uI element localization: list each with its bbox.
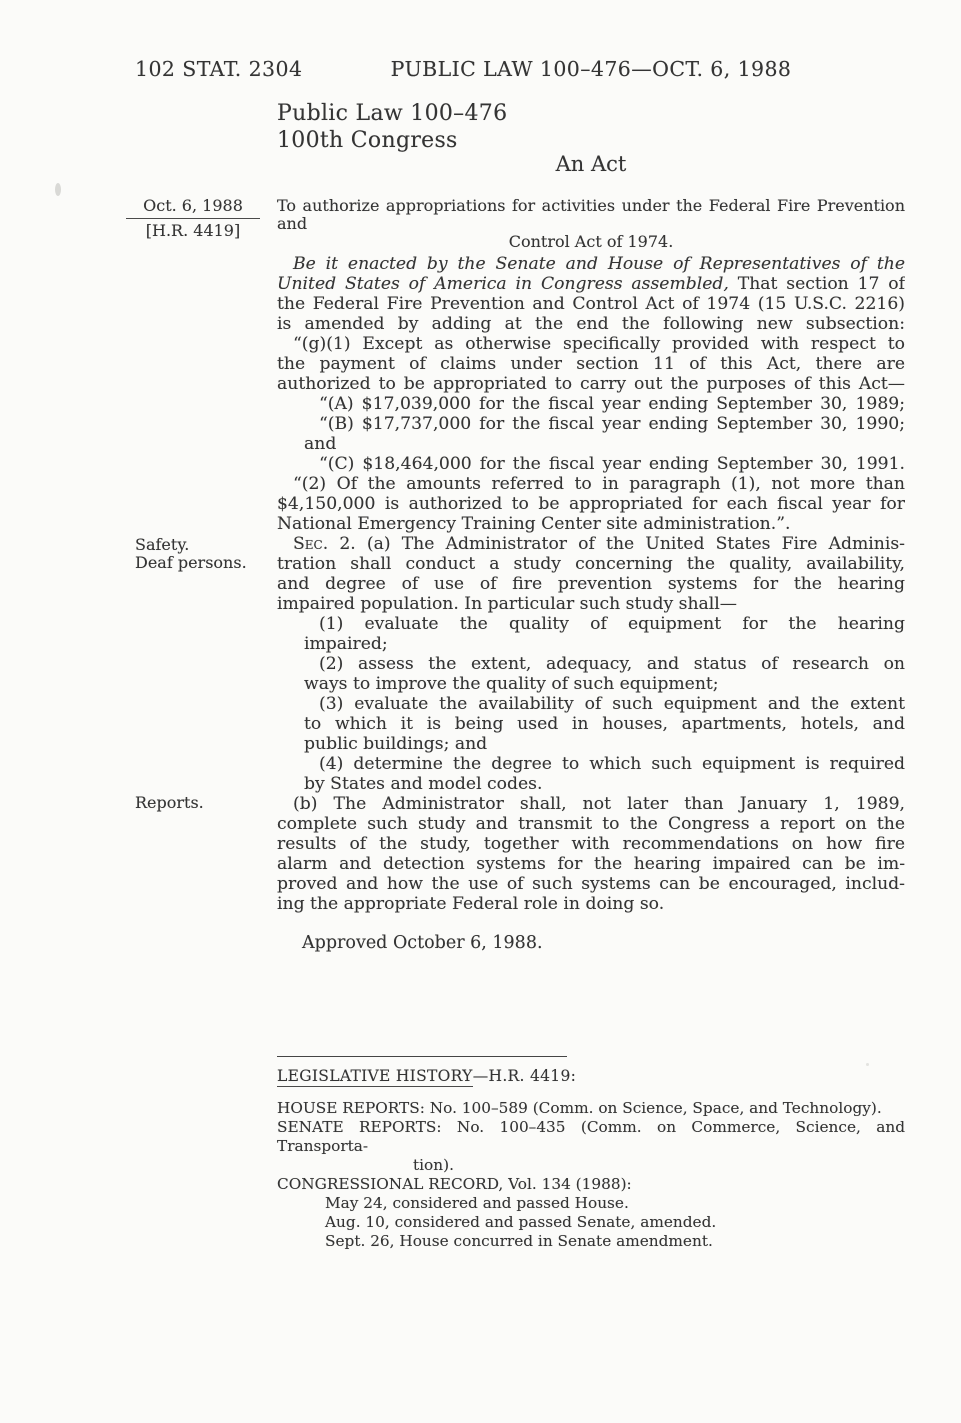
body-line: “(A) $17,039,000 for the fiscal year ending September 30, 1989; <box>319 394 905 414</box>
body-line-italic: United States of America in Congress assembled, <box>277 274 729 294</box>
body-line: “(2) Of the amounts referred to in paragraph (1), not more than <box>293 474 905 494</box>
section-label: Sec. <box>293 534 329 554</box>
act-purpose <box>277 197 905 251</box>
congress-number: 100th Congress <box>277 128 458 153</box>
body-line: (b) The Administrator shall, not later than January 1, 1989, <box>293 794 905 814</box>
body-line <box>277 274 905 294</box>
public-law-number: Public Law 100–476 <box>277 101 508 126</box>
body-line: the Federal Fire Prevention and Control Act of 1974 (15 U.S.C. 2216) <box>277 294 905 314</box>
body-line: National Emergency Training Center site administration.”. <box>277 514 791 534</box>
body-line: tration shall conduct a study concerning the quality, availability, <box>277 554 905 574</box>
legislative-history-rule <box>277 1056 567 1057</box>
house-reports-line: HOUSE REPORTS: No. 100–589 (Comm. on Science, Space, and Technology). <box>277 1099 882 1117</box>
margin-note-reports: Reports. <box>135 793 204 812</box>
record-item: Aug. 10, considered and passed Senate, amended. <box>325 1213 717 1231</box>
body-line: to which it is being used in houses, apartments, hotels, and <box>304 714 905 734</box>
body-line: authorized to be appropriated to carry out the purposes of this Act— <box>277 374 905 394</box>
legislative-history-heading-underlined: LEGISLATIVE HISTORY <box>277 1067 473 1085</box>
body-line: Be it enacted by the Senate and House of Representatives of the <box>293 254 905 274</box>
stat-page-number: 102 STAT. 2304 <box>135 57 303 81</box>
legislative-history-bill: —H.R. 4419: <box>472 1067 577 1085</box>
body-line-roman: That section 17 of <box>728 274 905 294</box>
body-line: the payment of claims under section 11 of this Act, there are <box>277 354 905 374</box>
body-line: (1) evaluate the quality of equipment for the hearing <box>319 614 905 634</box>
body-line: $4,150,000 is authorized to be appropriated for each fiscal year for <box>277 494 905 514</box>
margin-note-date-block <box>126 196 260 241</box>
body-line: impaired population. In particular such study shall— <box>277 594 737 614</box>
record-item: Sept. 26, House concurred in Senate amendment. <box>325 1232 713 1250</box>
margin-note-date: Oct. 6, 1988 <box>126 196 260 219</box>
act-purpose-line: Control Act of 1974. <box>508 232 674 251</box>
approved-line: Approved October 6, 1988. <box>302 933 543 953</box>
body-line: proved and how the use of such systems can be encouraged, includ- <box>277 874 905 894</box>
body-line: by States and model codes. <box>304 774 543 794</box>
body-line: alarm and detection systems for the hearing impaired can be im- <box>277 854 905 874</box>
body-line <box>277 534 905 554</box>
body-line: “(g)(1) Except as otherwise specifically provided with respect to <box>293 334 905 354</box>
congressional-record-line: CONGRESSIONAL RECORD, Vol. 134 (1988): <box>277 1175 632 1193</box>
senate-reports-line: SENATE REPORTS: No. 100–435 (Comm. on Commerce, Science, and Transporta- <box>277 1118 905 1155</box>
act-purpose-line: To authorize appropriations for activities under the Federal Fire Prevention and <box>277 196 905 233</box>
margin-note-bill-number: [H.R. 4419] <box>145 221 241 240</box>
body-line: (2) assess the extent, adequacy, and status of research on <box>319 654 905 674</box>
body-line-roman: 2. (a) The Administrator of the United States Fire Adminis- <box>328 534 905 554</box>
body-line: ways to improve the quality of such equipment; <box>304 674 719 694</box>
body-line: “(B) $17,737,000 for the fiscal year ending September 30, 1990; <box>319 414 905 434</box>
senate-reports-line: tion). <box>413 1156 454 1174</box>
scan-artifact <box>55 183 61 196</box>
act-body <box>277 254 905 914</box>
body-line: (3) evaluate the availability of such equipment and the extent <box>319 694 905 714</box>
body-line: complete such study and transmit to the Congress a report on the <box>277 814 905 834</box>
record-item: May 24, considered and passed House. <box>325 1194 629 1212</box>
running-head-title: PUBLIC LAW 100–476—OCT. 6, 1988 <box>390 57 792 81</box>
legislative-history-lines <box>277 1099 905 1251</box>
body-line: and <box>304 434 337 454</box>
margin-note-safety: Safety. <box>135 535 190 554</box>
body-line: “(C) $18,464,000 for the fiscal year ending September 30, 1991. <box>319 454 905 474</box>
body-line: is amended by adding at the end the following new subsection: <box>277 314 905 334</box>
body-line: impaired; <box>304 634 388 654</box>
legislative-history <box>277 1056 905 1251</box>
body-line: ing the appropriate Federal role in doing so. <box>277 894 665 914</box>
act-heading: An Act <box>555 152 627 176</box>
body-line: (4) determine the degree to which such equipment is required <box>319 754 905 774</box>
body-line: public buildings; and <box>304 734 488 754</box>
margin-note-deaf-persons: Deaf persons. <box>135 553 247 572</box>
body-line: and degree of use of fire prevention systems for the hearing <box>277 574 905 594</box>
legislative-history-heading <box>277 1067 905 1085</box>
body-line: results of the study, together with recommendations on how fire <box>277 834 905 854</box>
